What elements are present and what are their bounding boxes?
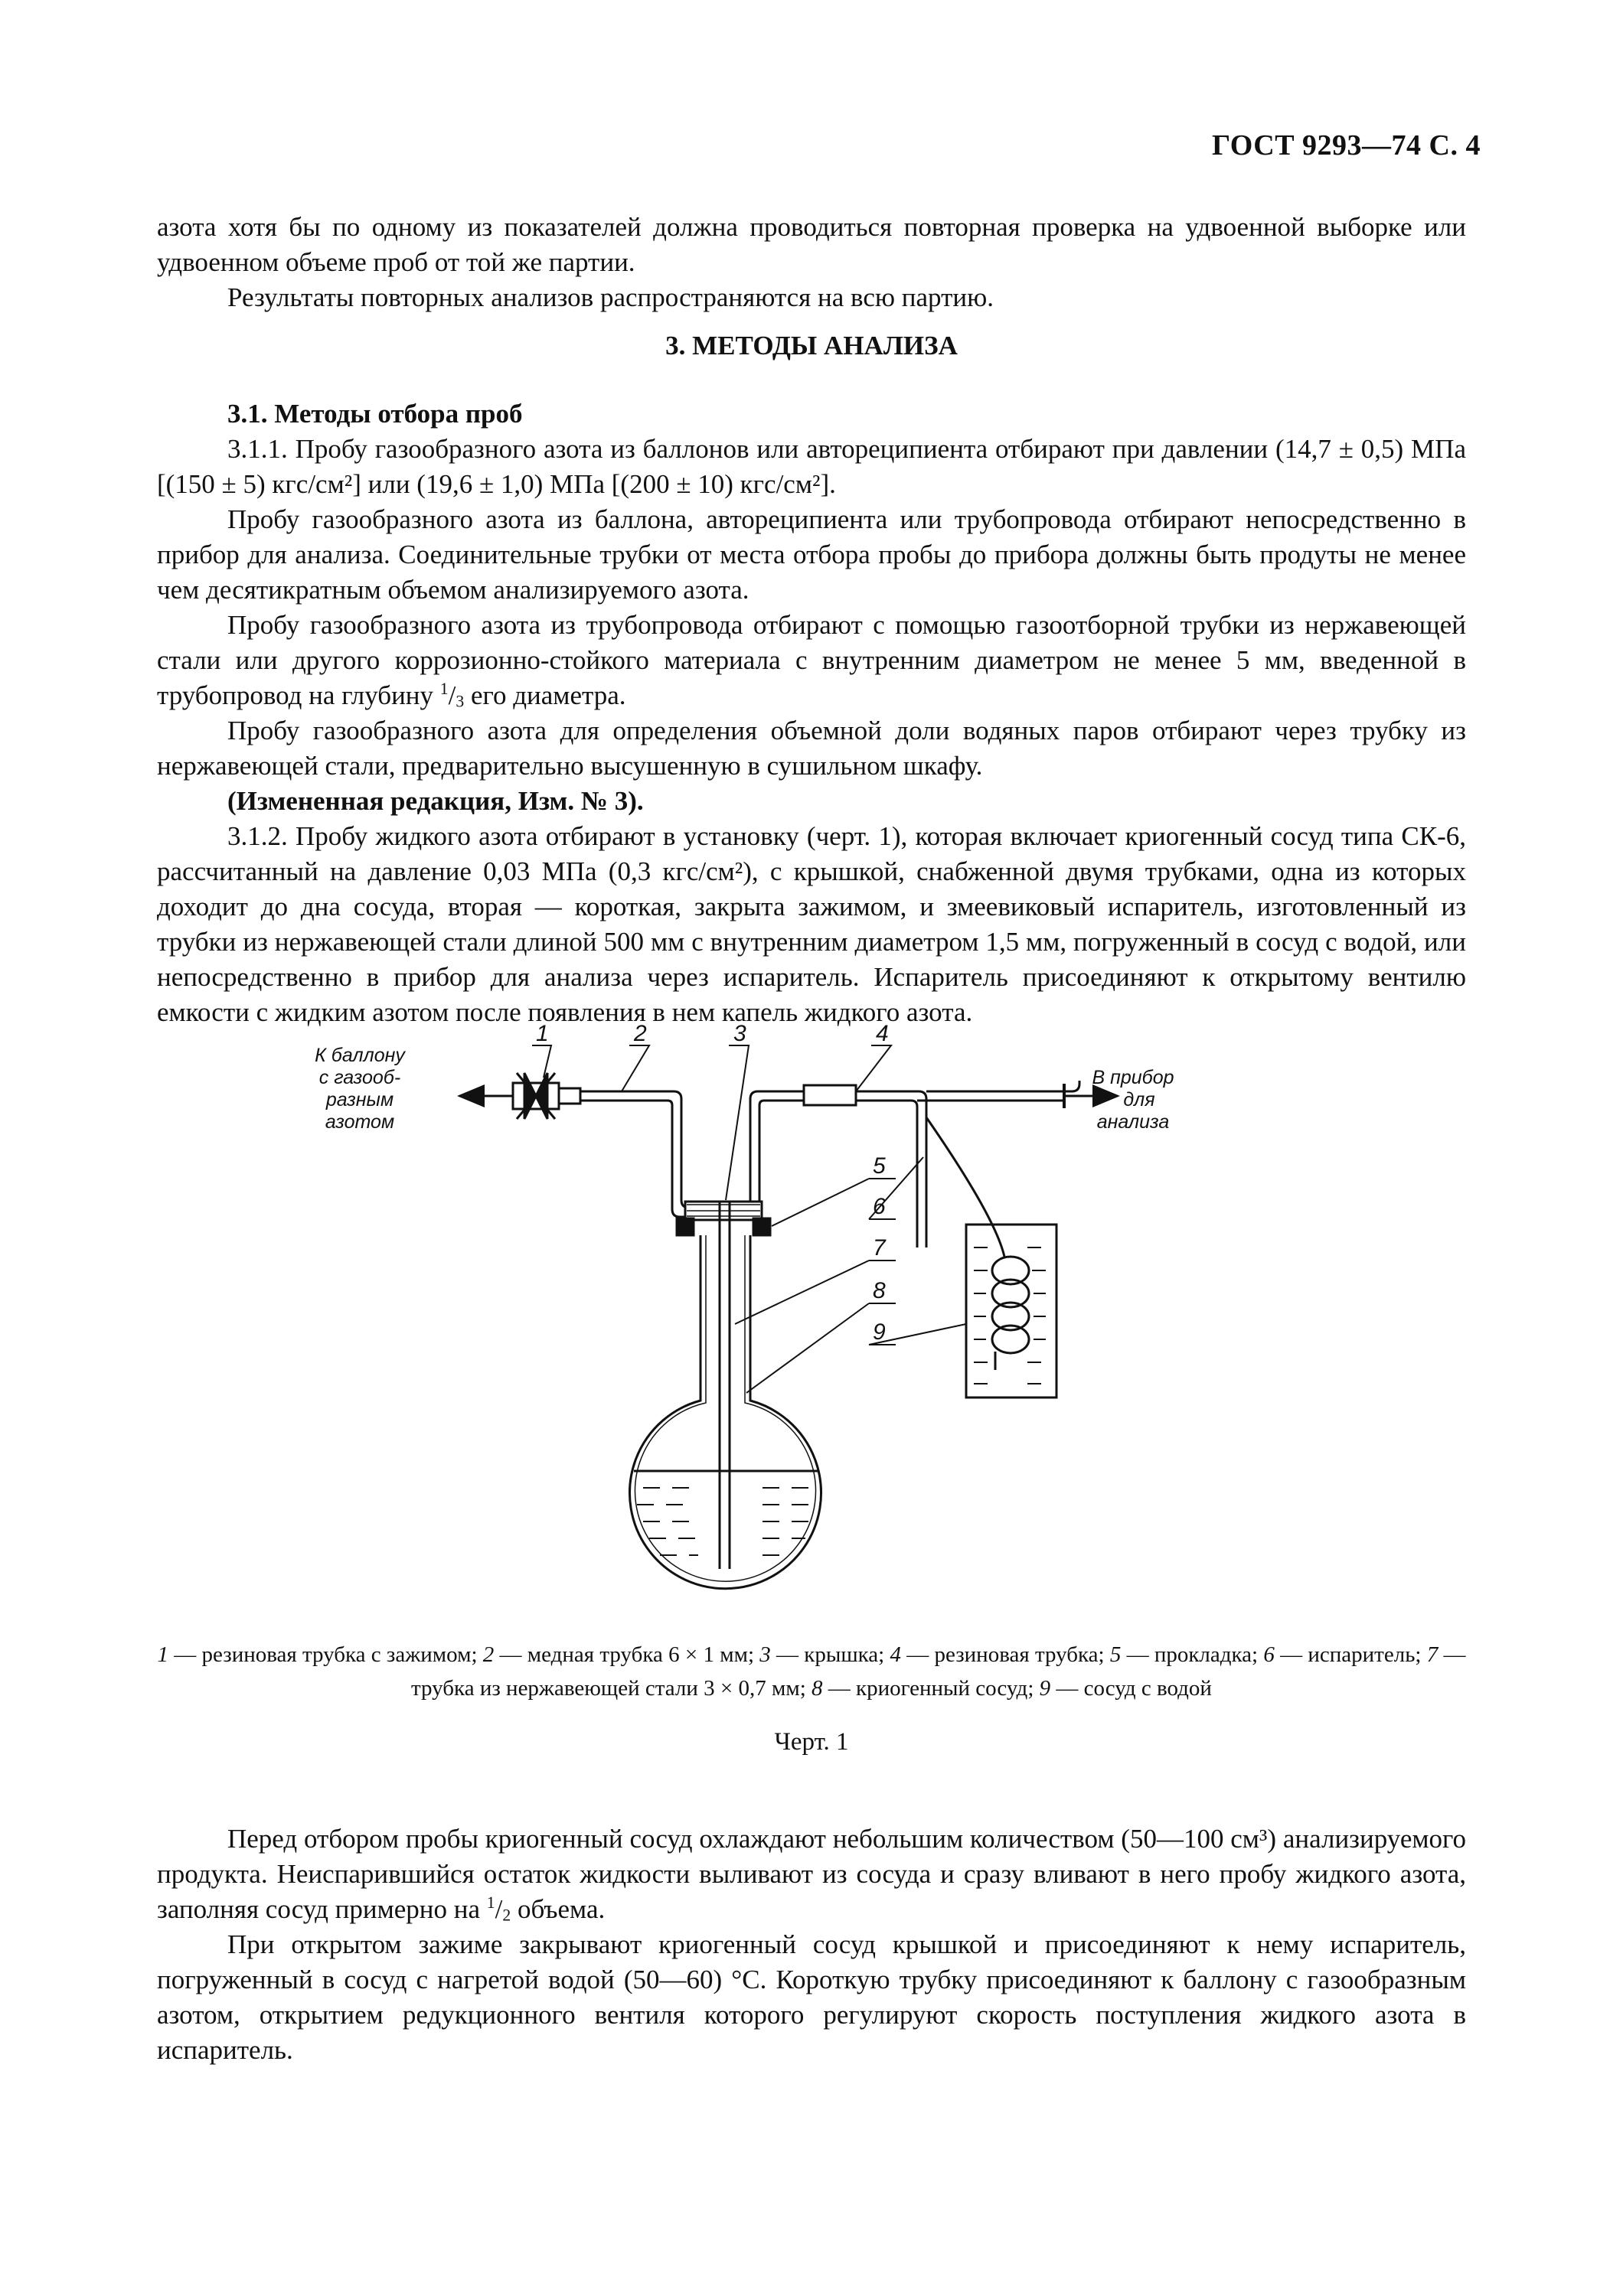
rubber-tube [804, 1085, 856, 1105]
paragraph-cooling [157, 1821, 1466, 1927]
callout-8: 8 [873, 1278, 886, 1303]
label-left-line-1: К баллону [315, 1045, 405, 1066]
subsection-heading: 3.1. Методы отбора проб [227, 399, 523, 429]
legend-item: 3 — крышка; [759, 1642, 890, 1667]
section-title: 3. МЕТОДЫ АНАЛИЗА [665, 331, 958, 360]
water-vessel [966, 1225, 1056, 1397]
pipeline-text-a: Пробу газообразного азота из трубопровода отбирают с помощью газоотборной трубки из нержавеющей стали или другого коррозионно-стойкого материала с внутренним диаметром не менее 5 мм, введенной в трубопровод на глубину [157, 610, 1466, 710]
callout-2: 2 [634, 1021, 647, 1046]
callout-6: 6 [873, 1194, 886, 1219]
cooling-text-a: Перед отбором пробы криогенный сосуд охлаждают небольшим количеством (50—100 см³) анализируемого продукта. Неиспарившийся остаток жидкости выливают из сосуда и сразу вливают в него пробу жидкого азота, заполняя сосуд примерно на [157, 1824, 1466, 1924]
callout-4: 4 [876, 1021, 889, 1046]
legend-item: 2 — медная трубка 6 × 1 мм; [482, 1642, 760, 1667]
callout-7: 7 [873, 1235, 886, 1261]
intro-paragraph-1: азота хотя бы по одному из показателей должна проводиться повторная проверка на удвоенной выборке или удвоенном объеме проб от той же партии. [157, 212, 1466, 277]
lid [677, 1202, 770, 1235]
legend-item: 4 — резиновая трубка; [890, 1642, 1110, 1667]
paragraph-water-vapor: Пробу газообразного азота для определения объемной доли водяных паров отбирают через трубку из нержавеющей стали, предварительно высушенную в сушильном шкафу. [157, 716, 1466, 781]
paragraph-3-1-2: 3.1.2. Пробу жидкого азота отбирают в установку (черт. 1), которая включает криогенный сосуд типа СК-6, рассчитанный на давление 0,03 МПа (0,3 кгс/см²), с крышкой, снабженной двумя трубками, одна из которых доходит до дна сосуда, вторая — короткая, закрыта зажимом, и змеевиковый испаритель, изготовленный из трубки из нержавеющей стали длиной 500 мм с внутренним диаметром 1,5 мм, погруженный в сосуд с водой, или непосредственно в прибор для анализа через испаритель. Испаритель присоединяют к открытому вентилю емкости с жидким азотом после появления в нем капель жидкого азота. [157, 821, 1466, 1027]
label-right-line-3: анализа [1096, 1111, 1170, 1133]
liquid-nitrogen [634, 1471, 818, 1555]
page-header: ГОСТ 9293—74 С. 4 [1212, 129, 1481, 161]
copper-tube [580, 1091, 700, 1217]
pipeline-text-b: его диаметра. [464, 680, 626, 710]
legend-item: 1 — резиновая трубка с зажимом; [157, 1642, 483, 1667]
to-instrument-line [917, 1084, 1064, 1108]
legend-item: 5 — прокладка; [1109, 1642, 1264, 1667]
clamp-valve [513, 1073, 580, 1119]
figure-title: Черт. 1 [774, 1728, 849, 1756]
label-to-instrument [1092, 1067, 1174, 1133]
label-right-line-2: для [1123, 1089, 1155, 1110]
fraction-one-half: $^1/_2$ [486, 1893, 511, 1925]
intro-paragraph-2: Результаты повторных анализов распространяются на всю партию. [227, 282, 994, 312]
legend-item: 7 — трубка из нержавеющей стали 3 × 0,7 мм; [411, 1642, 1466, 1701]
label-to-cylinder [315, 1045, 406, 1133]
fraction-numerator: 1 [439, 679, 449, 698]
legend-item: 8 — криогенный сосуд; [812, 1676, 1040, 1701]
cooling-text-b: объема. [511, 1894, 606, 1924]
fraction-one-third: $^1/_3$ [439, 679, 465, 711]
paragraph-connection: При открытом зажиме закрывают криогенный сосуд крышкой и присоединяют к нему испаритель, погруженный в сосуд с нагретой водой (50—60) °С. Короткую трубку присоединяют к баллону с газообразным азотом, открытием редукционного вентиля которого регулируют скорость поступления жидкого азота в испаритель. [157, 1929, 1466, 2065]
paragraph-3-1-1: 3.1.1. Пробу газообразного азота из баллонов или автореципиента отбирают при давлении (14,7 ± 0,5) МПа [(150 ± 5) кгс/см²] или (19,6 ± 1,0) МПа [(200 ± 10) кгс/см²]. [157, 434, 1466, 499]
legend-item: 9 — сосуд с водой [1039, 1676, 1212, 1701]
steel-tube [720, 1202, 730, 1569]
fraction-denominator: 3 [456, 692, 465, 711]
callout-3: 3 [733, 1021, 746, 1046]
legend-item: 6 — испаритель; [1263, 1642, 1427, 1667]
paragraph-sampling-direct: Пробу газообразного азота из баллона, автореципиента или трубопровода отбирают непосредственно в прибор для анализа. Соединительные трубки от места отбора пробы до прибора должны быть продуты не менее чем десятикратным объемом анализируемого азота. [157, 504, 1466, 605]
fraction-denominator: 2 [502, 1906, 511, 1925]
after-figure-block [157, 1821, 1466, 2068]
section-3-1-block [157, 396, 1466, 1030]
outlet-tube [750, 1081, 1079, 1202]
intro-block [157, 210, 1466, 315]
figure-1 [306, 1018, 1317, 1630]
paragraph-pipeline [157, 608, 1466, 713]
amendment-note: (Измененная редакция, Изм. № 3). [227, 786, 644, 816]
figure-legend [157, 1638, 1466, 1705]
label-left-line-4: азотом [325, 1111, 395, 1133]
label-left-line-3: разным [325, 1089, 394, 1110]
callout-numbers [536, 1021, 889, 1345]
label-left-line-2: с газооб- [318, 1067, 401, 1088]
callout-9: 9 [873, 1319, 886, 1345]
apparatus-diagram [306, 1018, 1317, 1630]
callout-1: 1 [536, 1021, 549, 1046]
callout-5: 5 [873, 1153, 886, 1179]
fraction-numerator: 1 [486, 1893, 495, 1912]
cryogenic-vessel [630, 1235, 821, 1589]
label-right-line-1: В прибор [1092, 1067, 1174, 1088]
